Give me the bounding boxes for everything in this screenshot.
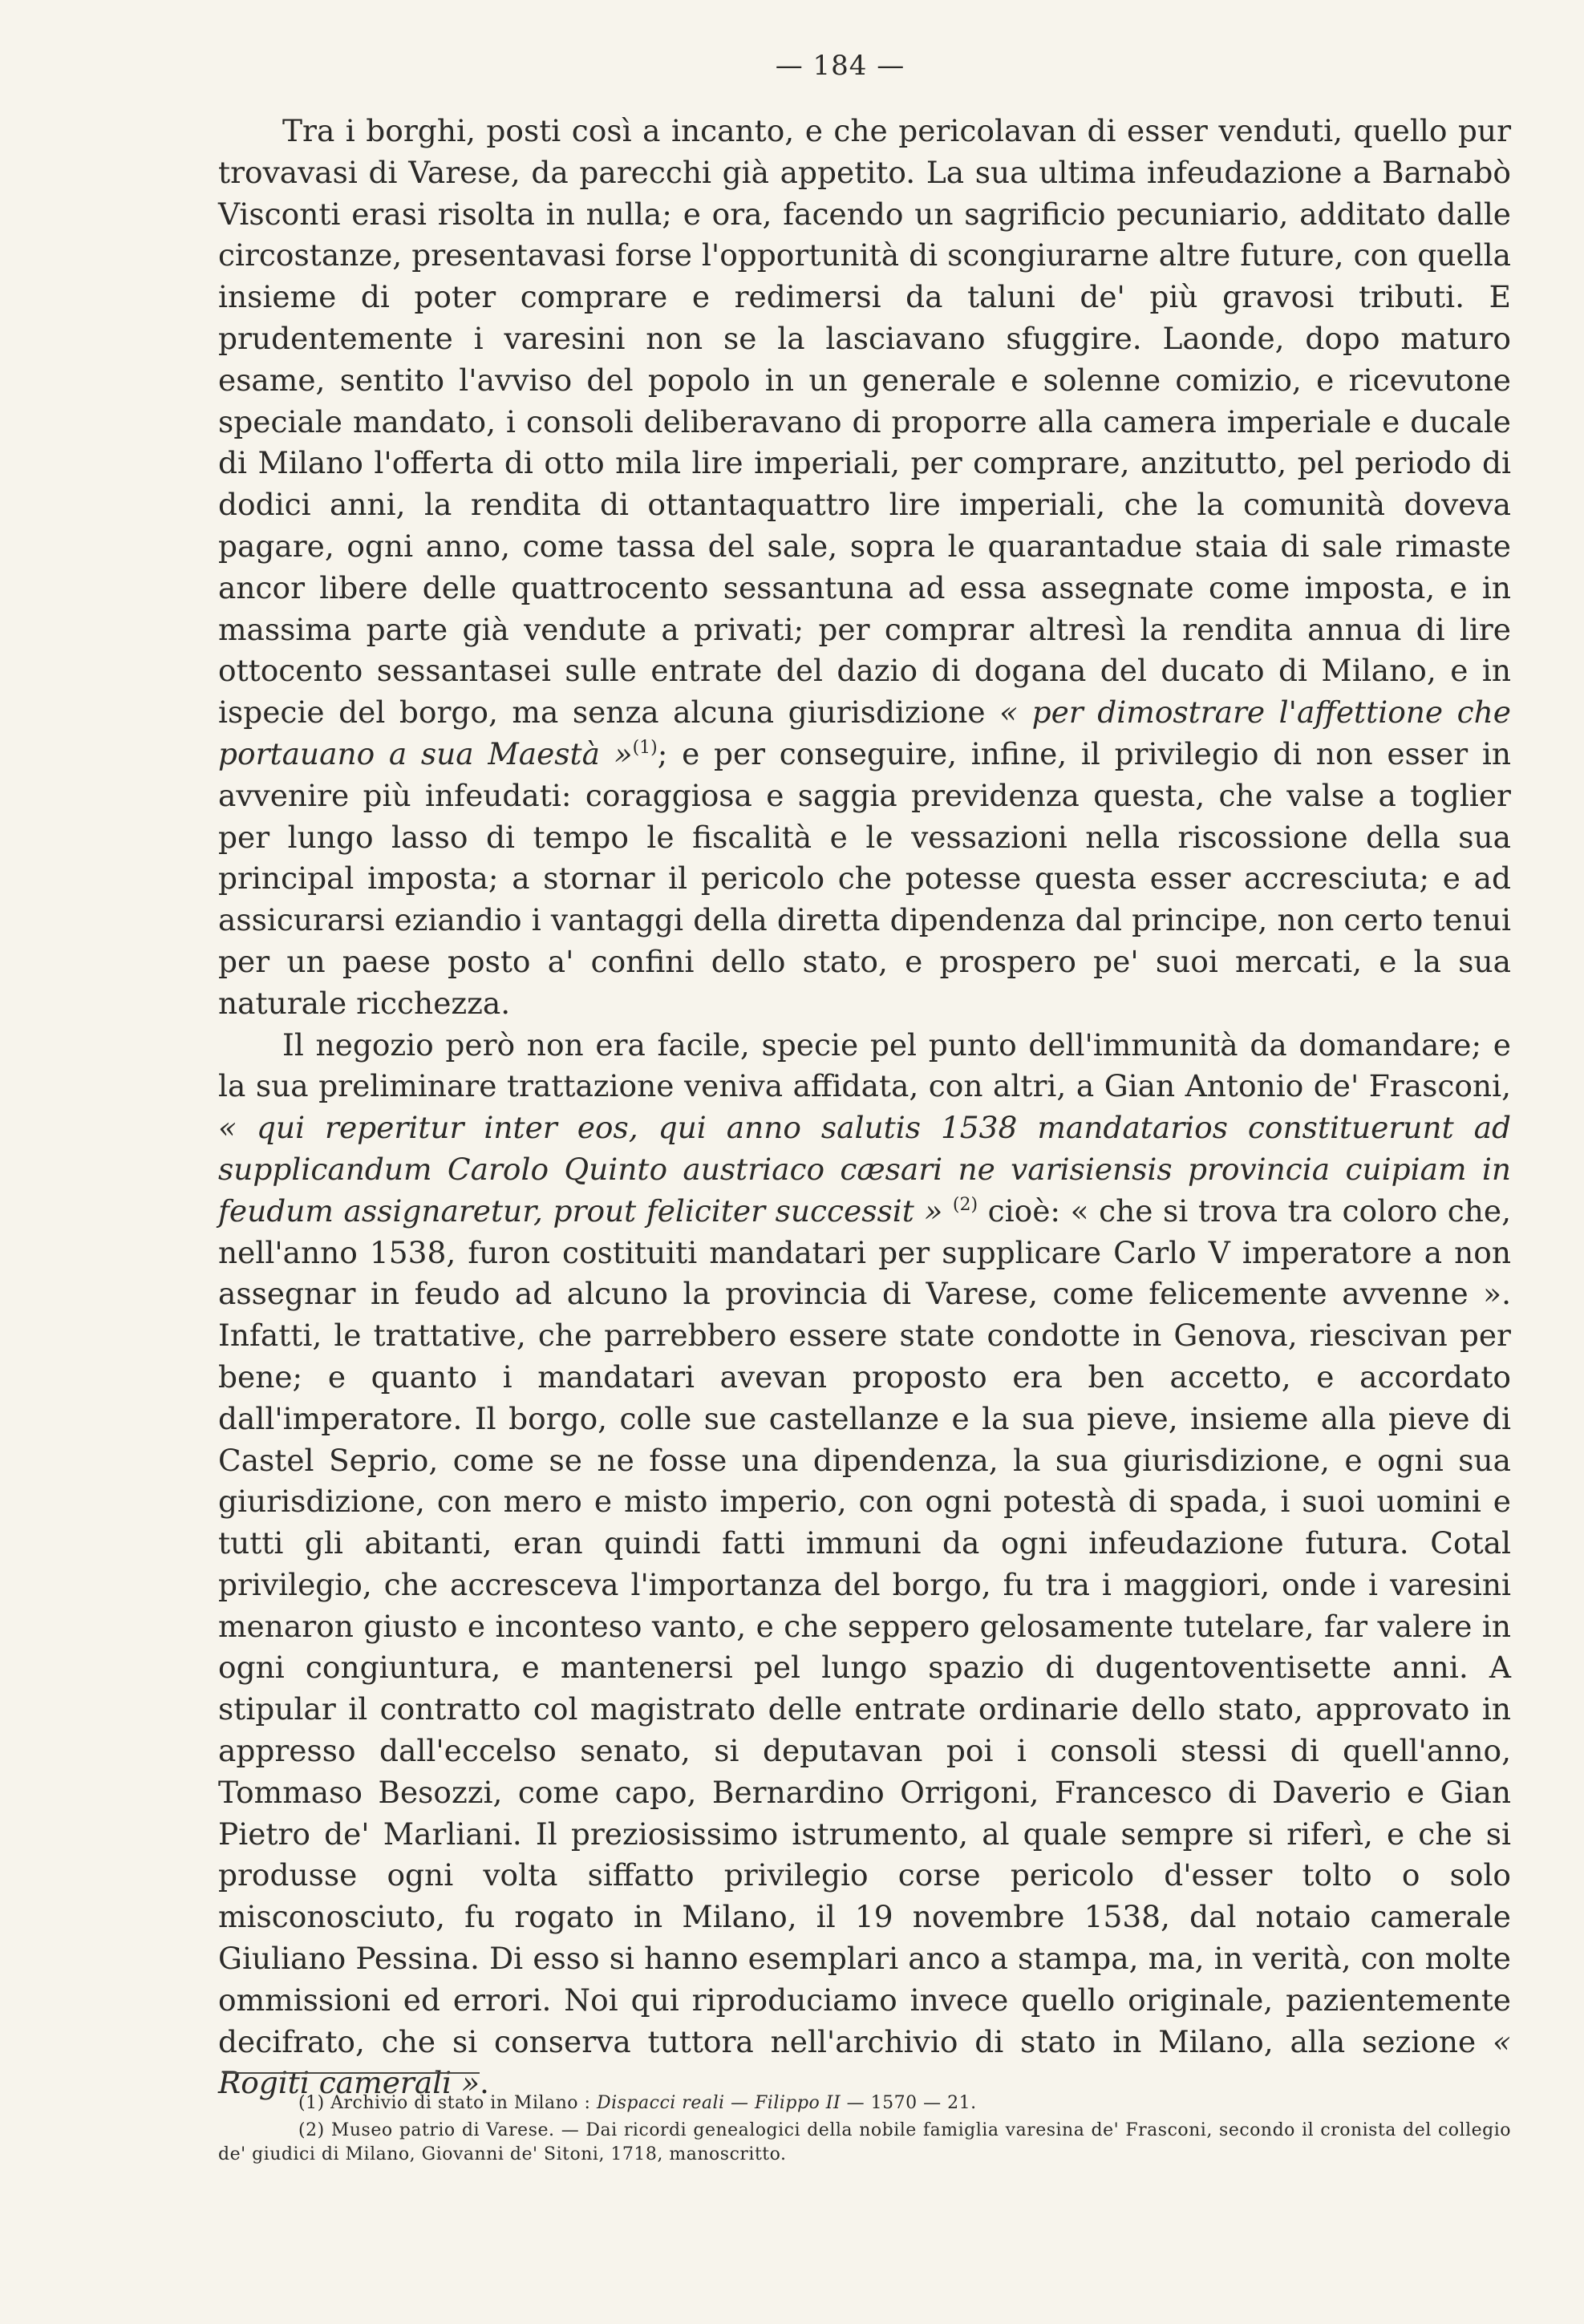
footnote-ref-2: (2) bbox=[952, 1194, 978, 1215]
paragraph-1 bbox=[218, 111, 1511, 1025]
latin-quote: « qui reperitur inter eos, qui anno salutis 1538 mandatarios constituerunt ad supplicandum Carolo Quinto austriaco cæsari ne varisiensis provincia cuipiam in feudum assignaretur, prout feliciter successit » bbox=[218, 1110, 1511, 1229]
paragraph-1-text-continued: ; e per conseguire, infine, il privilegio di non esser in avvenire più infeudati: coraggiosa e saggia previdenza questa, che valse a toglier per lungo lasso di tempo le fiscalità e le vessazioni nella riscossione della sua principal imposta; a stornar il pericolo che potesse questa esser accresciuta; e ad assicurarsi eziandio i vantaggi della diretta dipendenza dal principe, non certo tenui per un paese posto a' confini dello stato, e prospero pe' suoi mercati, e la sua naturale ricchezza. bbox=[218, 735, 1511, 1021]
paragraph-1-text: Tra i borghi, posti così a incanto, e che pericolavan di esser venduti, quello pur trovavasi di Varese, da parecchi già appetito. La sua ultima infeudazione a Barnabò Visconti erasi risolta in nulla; e ora, facendo un sagrificio pecuniario, additato dalle circostanze, presentavasi forse l'opportunità di scongiurarne altre future, con quella insieme di poter comprare e redimersi da taluni de' più gravosi tributi. E prudentemente i varesini non se la lasciavano sfuggire. Laonde, dopo maturo esame, sentito l'avviso del popolo in un generale e solenne comizio, e ricevutone speciale mandato, i consoli deliberavano di proporre alla camera imperiale e ducale di Milano l'offerta di otto mila lire imperiali, per comprare, anzitutto, pel periodo di dodici anni, la rendita di ottantaquattro lire imperiali, che la comunità doveva pagare, ogni anno, come tassa del sale, sopra le quarantadue staia di sale rimaste ancor libere delle quattrocento sessantuna ad essa assegnate come imposta, e in massima parte già vendute a privati; per comprar altresì la rendita annua di lire ottocento sessantasei sulle entrate del dazio di dogana del ducato di Milano, e in ispecie del borgo, ma senza alcuna giurisdizione bbox=[218, 113, 1511, 731]
paragraph-2-text: Il negozio però non era facile, specie pel punto dell'immunità da domandare; e la sua preliminare trattazione veniva affidata, con altri, a Gian Antonio de' Frasconi, bbox=[218, 1026, 1511, 1104]
archive-section-name: « Rogiti camerali » bbox=[218, 2023, 1511, 2101]
footnote-ref-1: (1) bbox=[632, 737, 658, 758]
footnote-1-title: Dispacci reali — Filippo II bbox=[596, 2093, 841, 2113]
footnote-divider bbox=[223, 2072, 480, 2074]
footnote-1 bbox=[218, 2091, 1511, 2115]
footnote-1-suffix: — 1570 — 21. bbox=[841, 2093, 977, 2113]
italic-quote: « per dimostrare l'affettione che portauano a sua Maestà » bbox=[218, 694, 1511, 771]
body-text bbox=[218, 111, 1511, 2104]
footnote-2: (2) Museo patrio di Varese. — Dai ricordi genealogici della nobile famiglia varesina de' Frasconi, secondo il cronista del collegio de' giudici di Milano, Giovanni de' Sitoni, 1718, manoscritto. bbox=[218, 2120, 1511, 2164]
page-number: — 184 — bbox=[775, 50, 905, 82]
footnote-1-prefix: (1) Archivio di stato in Milano : bbox=[298, 2093, 597, 2113]
footnotes bbox=[218, 2091, 1511, 2167]
paragraph-2-end: . bbox=[480, 2065, 489, 2101]
paragraph-2-text-continued: cioè: « che si trova tra coloro che, nell'anno 1538, furon costituiti mandatari per supplicare Carlo V imperatore a non assegnar in feudo ad alcuno la provincia di Varese, come felicemente avvenne ». Infatti, le trattative, che parrebbero essere state condotte in Genova, riescivan per bene; e quanto i mandatari avevan proposto era ben accetto, e accordato dall'imperatore. Il borgo, colle sue castellanze e la sua pieve, insieme alla pieve di Castel Seprio, come se ne fosse una dipendenza, la sua giurisdizione, e ogni sua giurisdizione, con mero e misto imperio, con ogni potestà di spada, i suoi uomini e tutti gli abitanti, eran quindi fatti immuni da ogni infeudazione futura. Cotal privilegio, che accresceva l'importanza del borgo, fu tra i maggiori, onde i varesini menaron giusto e inconteso vanto, e che seppero gelosamente tutelare, far valere in ogni congiuntura, e mantenersi pel lungo spazio di dugentoventisette anni. A stipular il contratto col magistrato delle entrate ordinarie dello stato, approvato in appresso dall'eccelso senato, si deputavan poi i consoli stessi di quell'anno, Tommaso Besozzi, come capo, Bernardino Orrigoni, Francesco di Daverio e Gian Pietro de' Marliani. Il preziosissimo istrumento, al quale sempre si riferì, e che si produsse ogni volta siffatto privilegio corse pericolo d'esser tolto o solo misconosciuto, fu rogato in Milano, il 19 novembre 1538, dal notaio camerale Giuliano Pessina. Di esso si hanno esemplari anco a stampa, ma, in verità, con molte ommissioni ed errori. Noi qui riproduciamo invece quello originale, pazientemente decifrato, che si conserva tuttora nell'archivio di stato in Milano, alla sezione bbox=[218, 1192, 1511, 2059]
paragraph-2 bbox=[218, 1025, 1511, 2105]
